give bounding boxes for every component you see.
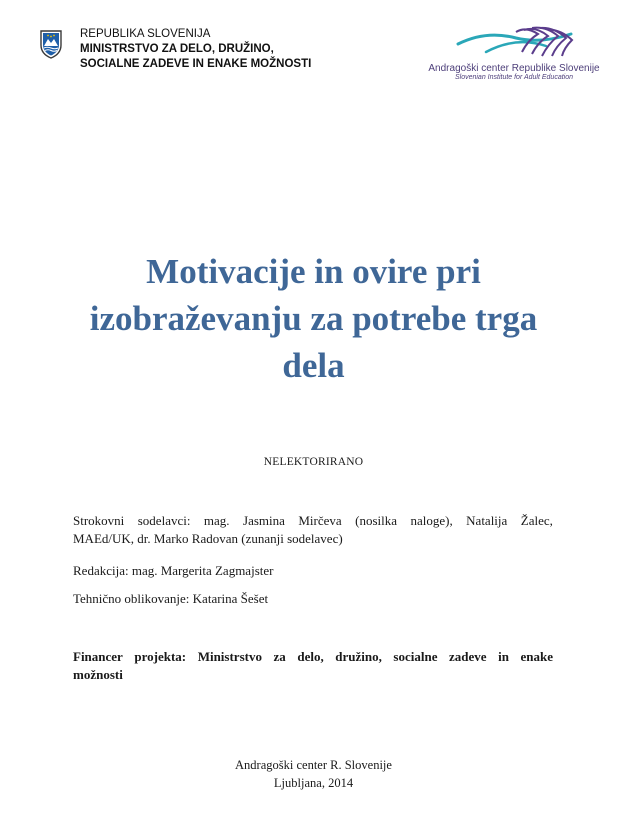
design-line: Tehnično oblikovanje: Katarina Šešet [73, 591, 269, 606]
financer-paragraph [73, 648, 553, 684]
acs-subtitle: Slovenian Institute for Adult Education [454, 74, 574, 81]
ministry-line1: REPUBLIKA SLOVENIJA [80, 28, 211, 40]
authors-word: Natalija [466, 513, 508, 528]
financer-line2: možnosti [73, 667, 123, 682]
slovenian-coat-of-arms-icon [38, 29, 64, 59]
financer-word: zadeve [449, 649, 487, 664]
title-line1: Motivacije in ovire pri [146, 252, 481, 291]
authors-word: mag. [203, 513, 230, 528]
title-line3: dela [282, 346, 345, 385]
authors-word: sodelavci: [137, 513, 191, 528]
financer-word: socialne [393, 649, 438, 664]
financer-word: projekta: [134, 649, 187, 664]
document-title [40, 248, 587, 389]
authors-word: Jasmina [243, 513, 285, 528]
footer-institution: Andragoški center R. Slovenije [235, 758, 392, 772]
ministry-header [38, 27, 311, 72]
financer-word: Financer [73, 649, 123, 664]
acs-name: Andragoški center Republike Slovenije [428, 63, 600, 74]
financer-word: za [273, 649, 286, 664]
authors-word: Žalec, [520, 513, 553, 528]
financer-word: Ministrstvo [197, 649, 262, 664]
authors-word: Mirčeva [298, 513, 342, 528]
ministry-line3: SOCIALNE ZADEVE IN ENAKE MOŽNOSTI [80, 58, 312, 70]
footer [0, 756, 627, 792]
authors-word: naloge), [410, 513, 453, 528]
authors-word: Strokovni [73, 513, 125, 528]
title-line2: izobraževanju za potrebe trga [89, 299, 538, 338]
authors-paragraph [73, 512, 553, 548]
financer-word: enake [520, 649, 553, 664]
financer-word: in [498, 649, 509, 664]
authors-line1 [73, 512, 553, 530]
financer-word: delo, [297, 649, 324, 664]
financer-line1 [73, 648, 553, 666]
status-label: NELEKTORIRANO [263, 456, 364, 468]
ministry-line2: MINISTRSTVO ZA DELO, DRUŽINO, [80, 43, 274, 55]
acs-logo-block [424, 24, 604, 81]
authors-word: (nosilka [355, 513, 398, 528]
financer-word: družino, [335, 649, 382, 664]
authors-line2: MAEd/UK, dr. Marko Radovan (zunanji sodelavec) [73, 531, 343, 546]
footer-place-year: Ljubljana, 2014 [273, 776, 354, 790]
editor-line: Redakcija: mag. Margerita Zagmajster [73, 563, 274, 578]
waves-logo-icon [456, 24, 576, 62]
